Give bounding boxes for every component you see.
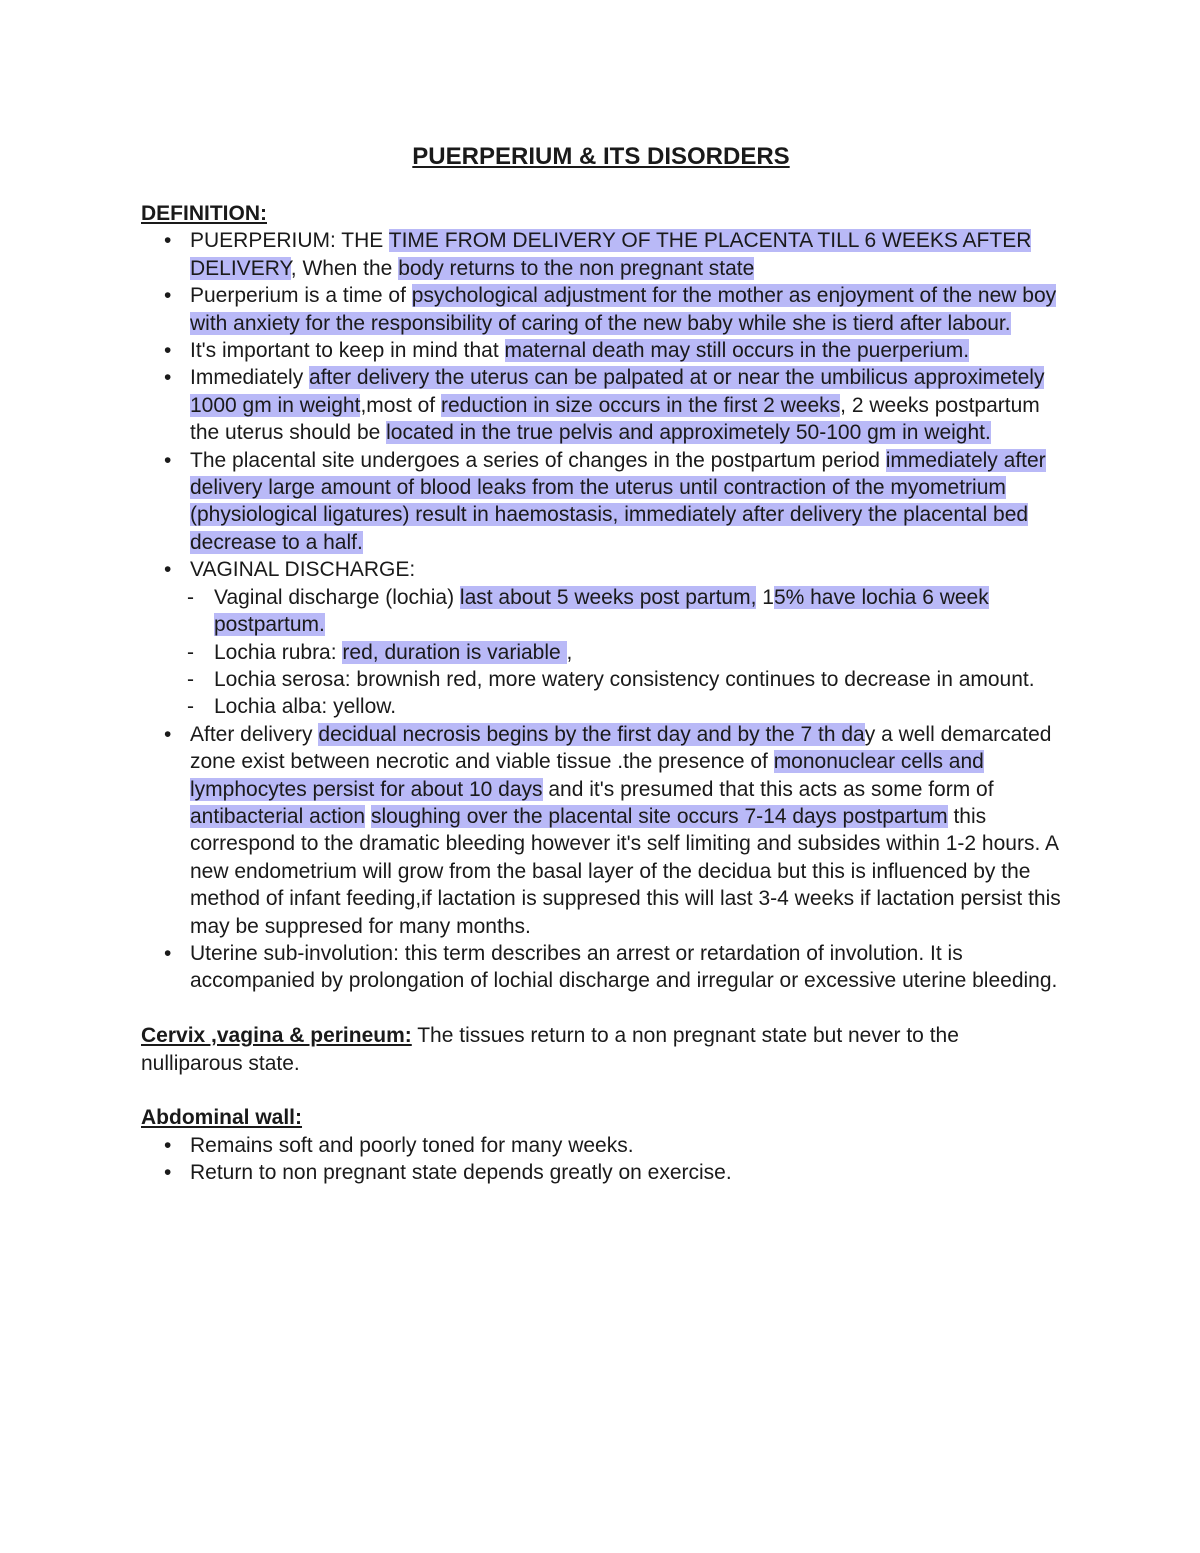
document-page	[141, 140, 1061, 1187]
highlighted-text: sloughing over the placental site occurs 7-14 days postpartum	[370, 804, 948, 828]
sub-list-item	[214, 584, 1061, 639]
highlighted-text: 5% have lochia 6 week postpartum.	[214, 585, 989, 637]
highlighted-text: body returns to the non pregnant state	[398, 256, 755, 280]
highlighted-text: mononuclear cells and lymphocytes persist for about 10 days	[190, 750, 984, 801]
text-run: PUERPERIUM: THE	[190, 229, 389, 253]
list-item	[190, 721, 1061, 940]
text-run: and it's presumed that this acts as some form of	[542, 777, 994, 801]
highlighted-text: antibacterial action	[190, 804, 366, 828]
text-run: Immediately	[190, 366, 310, 390]
abdominal-heading	[141, 1104, 1061, 1131]
highlighted-text: red, duration is variable	[342, 640, 567, 664]
text-run: y a well demarcated zone exist between necrotic and viable tissue .the presence of	[190, 722, 1052, 774]
list-item	[190, 940, 1061, 995]
text-run: this correspond to the dramatic bleeding however it's self limiting and subsides within 1-2 hours. A new endometrium will grow from the basal layer of the decidua but this is influenced by the method of infant feeding,if lactation is suppresed this will last 3-4 weeks if lactation persist this may be suppresed for many months.	[190, 804, 1061, 938]
text-run: ,most of	[360, 393, 441, 417]
abdominal-heading-text: Abdominal wall:	[141, 1106, 303, 1130]
text-run: It's important to keep in mind that	[190, 339, 505, 363]
highlighted-text: psychological adjustment for the mother as enjoyment of the new boy with anxiety for the responsibility of caring of the new baby while she is tierd after labour.	[190, 284, 1057, 335]
text-run: After delivery	[190, 722, 319, 746]
definition-list	[141, 227, 1061, 994]
highlighted-text: maternal death may still occurs in the puerperium.	[504, 339, 970, 363]
text-run: Lochia alba: yellow.	[214, 695, 397, 719]
list-item: • Return to non pregnant state depends greatly on exercise.	[190, 1159, 1061, 1186]
text-run: ,	[566, 640, 573, 664]
list-item	[190, 227, 1061, 282]
sub-list-item	[214, 666, 1061, 693]
cervix-heading: Cervix ,vagina & perineum:	[141, 1024, 412, 1048]
text-run: The placental site undergoes a series of changes in the postpartum period	[190, 448, 886, 472]
list-item	[190, 337, 1061, 364]
text-run: Lochia serosa: brownish red, more watery consistency continues to decrease in amount.	[214, 667, 1035, 691]
text-run: 1	[756, 585, 774, 609]
text-run: , 2 weeks postpartum the uterus should be	[190, 393, 1040, 445]
vaginal-discharge-label: VAGINAL DISCHARGE:	[190, 558, 416, 582]
abdominal-list	[141, 1132, 1061, 1187]
list-item	[190, 556, 1061, 720]
text-run: Uterine sub-involution: this term describes an arrest or retardation of involution. It is accompanied by prolongation of lochial discharge and irregular or excessive uterine bleeding.	[190, 941, 1058, 993]
text-run: Vaginal discharge (lochia)	[214, 585, 460, 609]
definition-heading-text: DEFINITION:	[141, 202, 267, 225]
cervix-paragraph	[141, 1022, 1061, 1077]
definition-heading	[141, 200, 1061, 227]
highlighted-text: decidual necrosis begins by the first day and by the 7 th da	[318, 722, 865, 746]
text-run: Lochia rubra:	[214, 640, 343, 664]
cervix-text: The tissues return to a non pregnant state but never to the nulliparous state.	[141, 1024, 959, 1075]
sub-list-item	[214, 693, 1061, 720]
highlighted-text: after delivery the uterus can be palpated at or near the umbilicus approximetely 1000 gm in weight	[190, 366, 1045, 417]
list-item	[190, 364, 1061, 446]
sub-list-item	[214, 639, 1061, 666]
page-title: PUERPERIUM & ITS DISORDERS	[412, 143, 790, 170]
highlighted-text: TIME FROM DELIVERY OF THE PLACENTA TILL 6 WEEKS AFTER DELIVERY	[190, 229, 1032, 280]
list-item	[190, 282, 1061, 337]
spacer	[141, 995, 1061, 1022]
highlighted-text: located in the true pelvis and approximetely 50-100 gm in weight.	[386, 421, 991, 445]
highlighted-text: last about 5 weeks post partum,	[459, 585, 757, 609]
list-item: • Remains soft and poorly toned for many weeks.	[190, 1132, 1061, 1159]
spacer	[141, 1077, 1061, 1104]
text-run: Puerperium is a time of	[190, 284, 412, 308]
highlighted-text: reduction in size occurs in the first 2 weeks	[440, 393, 841, 417]
list-item	[190, 447, 1061, 557]
highlighted-text: immediately after delivery large amount of blood leaks from the uterus until contraction of the myometrium (physiological ligatures) result in haemostasis, immediately after delivery the placental bed decrease to a half.	[190, 448, 1046, 554]
text-run: , When the	[290, 256, 399, 280]
vaginal-discharge-list	[190, 584, 1061, 721]
